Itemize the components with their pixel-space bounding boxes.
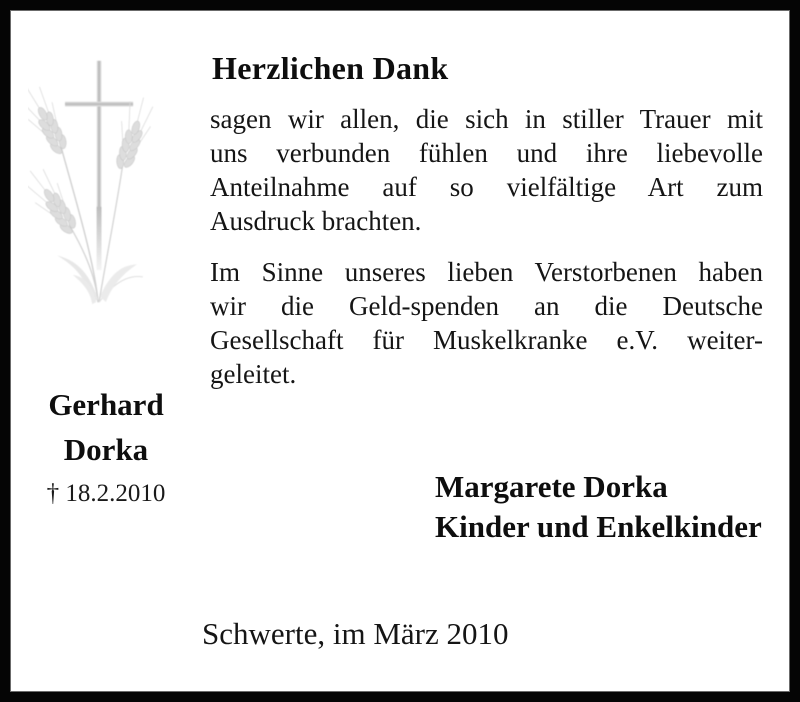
paragraph-line: geleitet.	[210, 359, 297, 389]
thank-you-title: Herzlichen Dank	[212, 50, 449, 86]
paragraph-line: uns verbunden fühlen und ihre liebevolle	[210, 138, 763, 168]
notice-body	[210, 102, 763, 408]
paragraph-line: Gesellschaft für Muskelkranke e.V. weiter-	[210, 325, 763, 355]
paragraph-line: Im Sinne unseres lieben Verstorbenen haben	[210, 257, 763, 287]
paragraph-line: wir die Geld-spenden an die Deutsche	[210, 291, 763, 321]
place-date-line: Schwerte, im März 2010	[202, 616, 509, 651]
death-date: † 18.2.2010	[46, 480, 166, 507]
deceased-last-name: Dorka	[63, 432, 149, 467]
paragraph-line: sagen wir allen, die sich in stiller Trauer mit	[210, 104, 763, 134]
paragraph-line: Anteilnahme auf so vielfältige Art zum	[210, 172, 763, 202]
signature-block	[435, 467, 762, 547]
deceased-block	[24, 382, 188, 511]
mourner-name: Margarete Dorka	[435, 469, 668, 504]
donation-paragraph	[210, 255, 763, 391]
mourner-family: Kinder und Enkelkinder	[435, 509, 762, 544]
cross-wheat-icon	[28, 48, 174, 312]
cross-and-wheat-illustration	[28, 48, 174, 312]
paragraph-line: Ausdruck brachten.	[210, 206, 422, 236]
deceased-first-name: Gerhard	[48, 387, 164, 422]
condolence-paragraph	[210, 102, 763, 238]
